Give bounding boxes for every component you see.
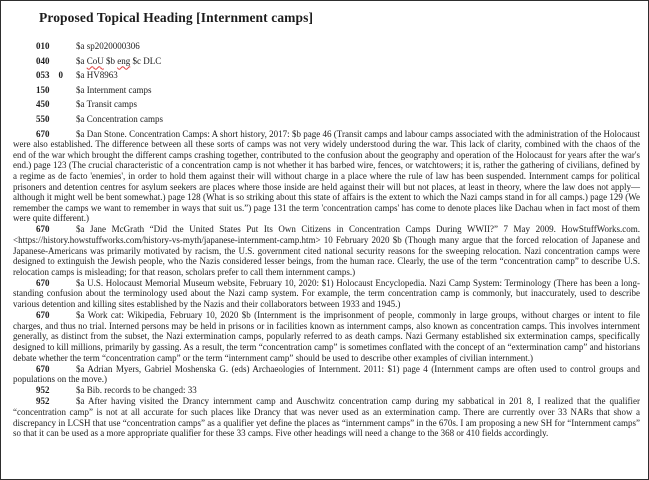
- field-text: $a sp2020000306: [76, 41, 140, 51]
- field-tag: 450: [36, 99, 50, 110]
- field-tag: 053 0: [36, 70, 63, 81]
- field-tag: 670: [36, 128, 50, 139]
- field-tag: 010: [36, 41, 50, 51]
- field-row-670: [13, 278, 640, 310]
- field-row-670: [13, 224, 640, 277]
- field-row-550: [13, 114, 640, 125]
- field-text: $a Dan Stone. Concentration Camps: A short history, 2017: $b page 46 (Transit camps and labour camps associated with the administration of the Holocaust were also established. The difference between all these sorts of camps was not very widely understood during the war. This lack of clarity, combined with the chaos of the end of the war which brought the different camps crashing together, contributed to the confusion about the geography and operation of the Holocaust for years after the war's end.) page 123 (The crucial characteristic of a concentration camp is not whether it has barbed wire, fences, or watchtowers; it is, rather the gathering of civilians, defined by a regime as de facto 'enemies', in order to hold them against their will without charge in a place where the rule of law has been suspended. Internment camps for political prisoners and detention centres for asylum seekers are places where those inside are held against their will but not places, at least in theory, where the law does not apply—although it might well be bent somewhat.) page 128 (What is so striking about this state of affairs is the extent to which the Nazi camps stand in for all camps.) page 129 (We remember the camps we want to remember in ways that suit us.”) page 131 the term 'concentration camps' has come to denote places like Dachau when in fact most of them were quite different.): [13, 128, 640, 224]
- field-tag: 670: [36, 310, 50, 321]
- field-text: $a Bib. records to be changed: 33: [76, 385, 197, 396]
- field-text: $a Adrian Myers, Gabriel Moshenska G. (eds) Archaeologies of Internment. 2011: $1) page 4 (Internment camps are often used to control groups and populations on the move.): [13, 363, 640, 385]
- field-tag: 952: [36, 396, 50, 407]
- page-title: Proposed Topical Heading [Internment camps]: [39, 10, 314, 25]
- field-text: $a After having visited the Drancy internment camp and Auschwitz concentration camp during my sabbatical in 201 8, I realized that the qualifier “concentration camp” is not at all accurate for such places like Drancy that was never used as an extermination camp. There are currently over 33 NARs that show a discrepancy in LCSH that use “concentration camps” as a qualifier yet define the places as “internment camps” in the 670s. I am proposing a new SH for “Internment camps” so that it can be used as a more appropriate qualifier for these 33 camps. Five other headings will need a change to the 368 or 410 fields accordingly.: [13, 396, 640, 439]
- field-tag: 670: [36, 224, 50, 235]
- field-tag: 670: [36, 277, 50, 288]
- spellcheck-underline: CoU: [86, 55, 104, 66]
- field-tag: 150: [36, 84, 50, 95]
- field-text: $a U.S. Holocaust Memorial Museum website, February 10, 2020: $1) Holocaust Encyclopedia. Nazi Camp System: Terminology (There has been a long-standing confusion about the terminology used about the Nazi camp system. For example, the term concentration camp is commonly, but inaccurately, used to describe various detention and killing sites established by the Nazis and their collaborators between 1933 and 1945.): [13, 277, 640, 310]
- field-row-450: [13, 99, 640, 110]
- field-row-670: [13, 310, 640, 363]
- field-row-952: [13, 396, 640, 438]
- record-list: [13, 41, 640, 439]
- field-row-952: [13, 385, 640, 396]
- field-row-040: [13, 56, 640, 67]
- field-tag: 952: [36, 385, 50, 396]
- field-tag: 550: [36, 113, 50, 124]
- field-row-053: [13, 70, 640, 81]
- field-text: $a CoU $b eng $c DLC: [76, 55, 162, 66]
- field-text: $a Concentration camps: [76, 113, 163, 124]
- field-row-670: [13, 364, 640, 385]
- field-row-010: [13, 41, 640, 52]
- field-text: $a Internment camps: [76, 84, 152, 95]
- field-row-150: [13, 85, 640, 96]
- field-text: $a Work cat: Wikipedia, February 10, 2020 $b (Internment is the imprisonment of people, commonly in large groups, without charges or intent to file charges, and thus no trial. Interned persons may be held in prisons or in facilities known as internment camps, also known as concentration camps. This involves internment generally, as distinct from the subset, the Nazi extermination camps, popularly referred to as death camps. Nazi Germany established six extermination camps, specifically designed to kill millions, primarily by gassing. As a result, the term “concentration camp” is sometimes conflated with the concept of an “extermination camp” and historians debate whether the term “concentration camp” or the term “internment camp” should be used to describe other examples of civilian internment.): [13, 310, 640, 363]
- field-row-670: [13, 129, 640, 224]
- field-text: $a Transit camps: [76, 99, 138, 110]
- field-text: $a Jane McGrath “Did the United States Put Its Own Citizens in Concentration Camps During WWII?” 7 May 2009. HowStuffWorks.com. <https://history.howstuffworks.com/history-vs-myth/japanese-internment-camp.htm> 10 February 2020 $b (Though many argue that the forced relocation of Japanese and Japanese-Americans was primarily motivated by racism, the U.S. government cited national security reasons for the sweeping relocation. Nazi concentration camps were designed to extinguish the Jewish people, who the Nazis considered lesser beings, from the human race. Clearly, the use of the term “concentration camp” to describe U.S. relocation camps is misleading; for that reason, scholars prefer to call them internment camps.): [13, 224, 640, 277]
- field-tag: 670: [36, 363, 50, 374]
- field-text: $a HV8963: [76, 70, 118, 81]
- field-tag: 040: [36, 55, 50, 66]
- spellcheck-underline: eng: [117, 55, 131, 66]
- field-indicator: 0: [58, 70, 63, 81]
